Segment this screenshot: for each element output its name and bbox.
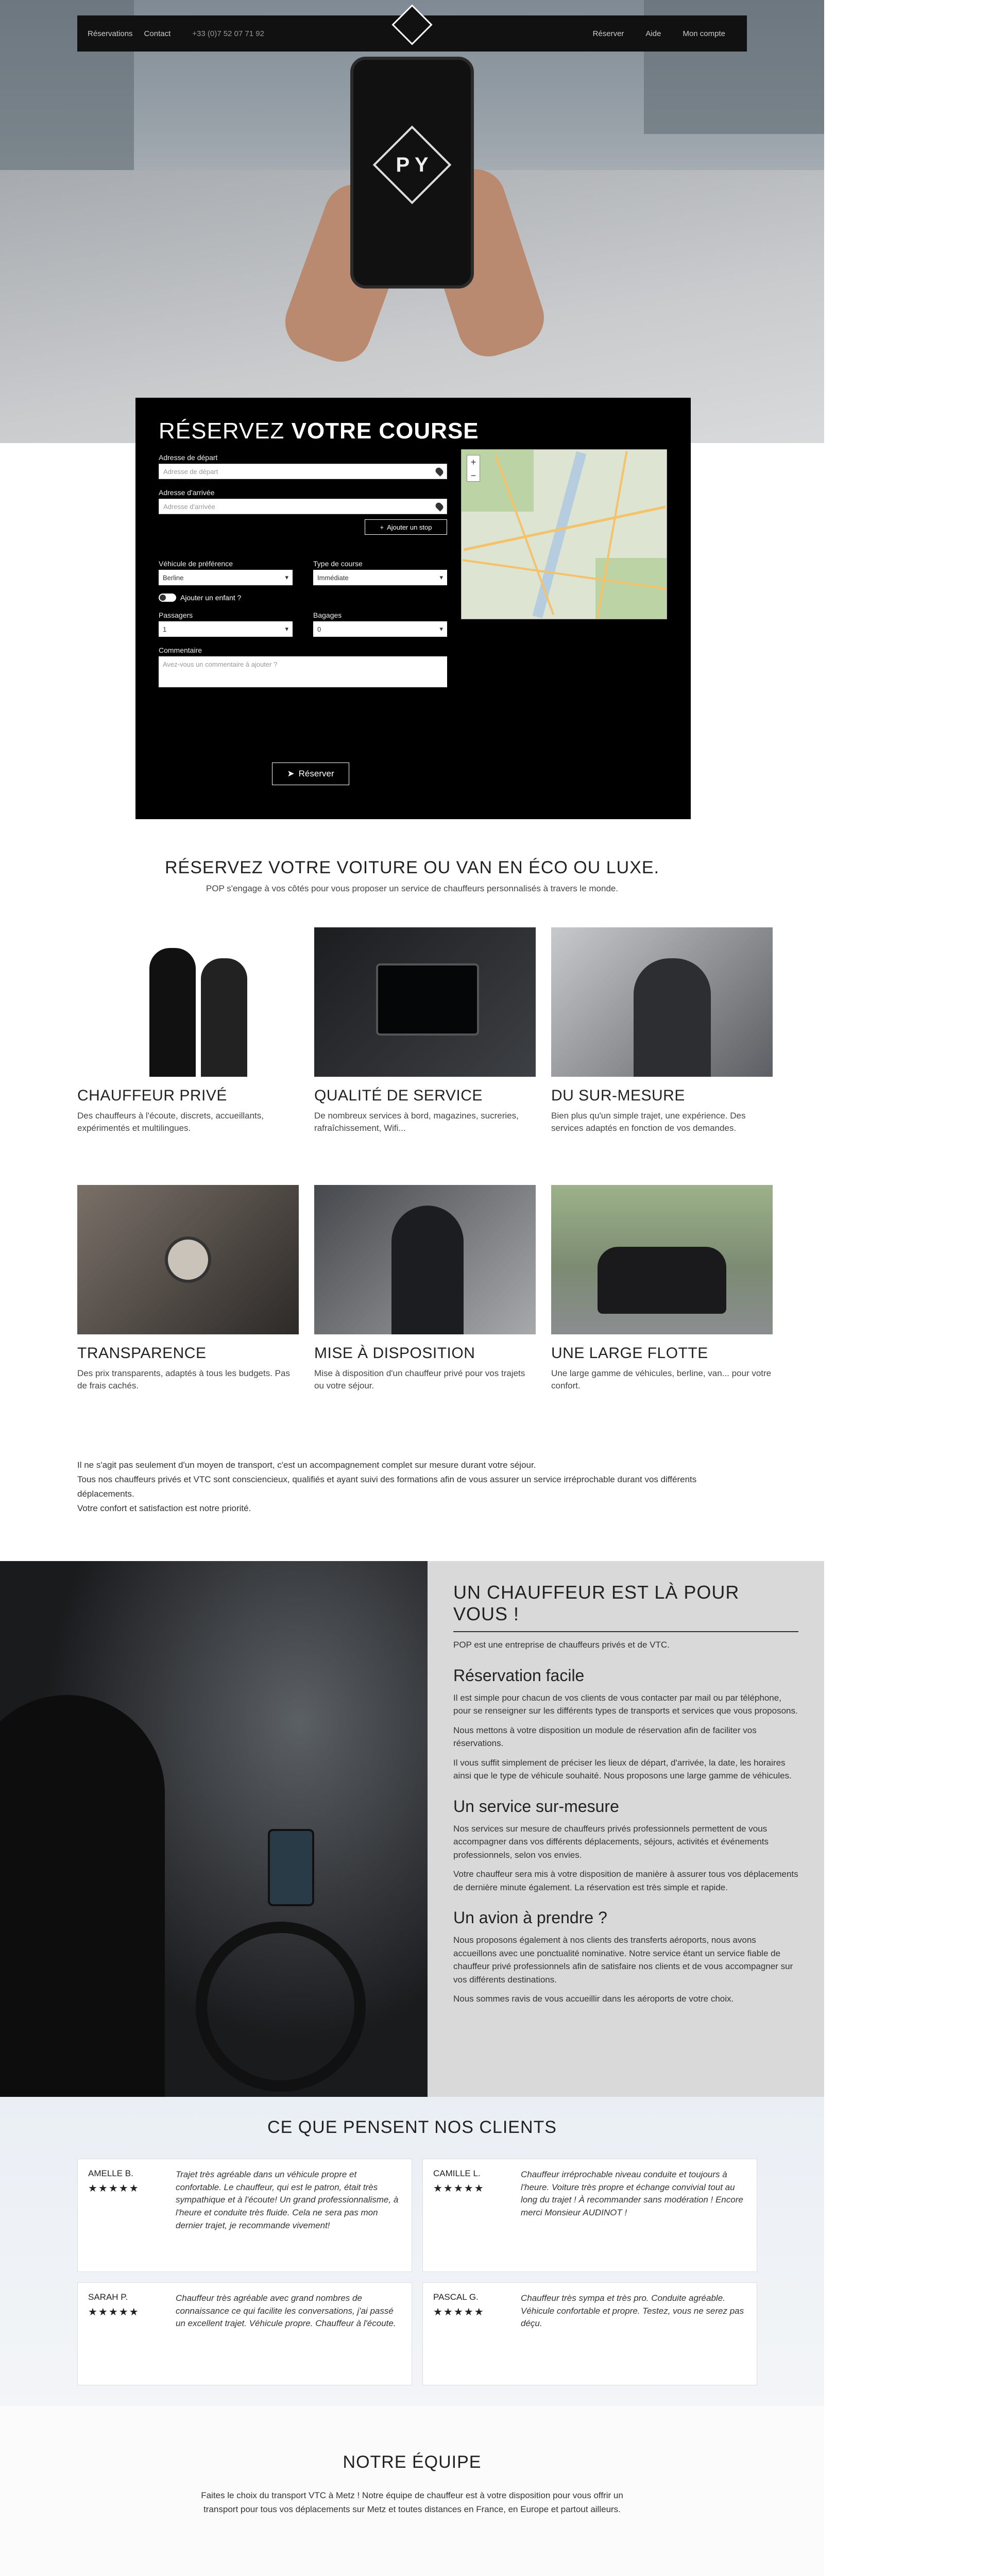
intro-paragraph: Tous nos chauffeurs privés et VTC sont consciencieux, qualifiés et ayant suivi des formations afin de vous assurer un service irréprochable durant vos différents déplacements. — [77, 1475, 697, 1499]
booking-fields — [159, 453, 447, 687]
feature-image — [77, 927, 299, 1077]
feature-text: De nombreux services à bord, magazines, sucreries, rafraîchissement, Wifi... — [314, 1111, 519, 1133]
feature-text: Des prix transparents, adaptés à tous les budgets. Pas de frais cachés. — [77, 1368, 290, 1391]
feature-title: QUALITÉ DE SERVICE — [314, 1087, 483, 1104]
nav-link-book[interactable]: Réserver — [592, 29, 624, 38]
booking-title: RÉSERVEZ VOTRE COURSE — [159, 418, 479, 444]
feature-image — [551, 927, 773, 1077]
hero-phone — [350, 57, 474, 289]
chauffeur-text — [428, 1561, 824, 2097]
chauffeur-section — [0, 1561, 824, 2097]
feature-image — [551, 1185, 773, 1334]
chevron-down-icon: ▾ — [285, 573, 288, 581]
feature-text: Mise à disposition d'un chauffeur privé pour vos trajets ou votre séjour. — [314, 1368, 525, 1391]
intro-paragraph: Il ne s'agit pas seulement d'un moyen de transport, c'est un accompagnement complet sur mesure durant votre séjour. — [77, 1460, 536, 1470]
team-text: Faites le choix du transport VTC à Metz ! Notre équipe de chauffeur est à votre disposition pour vous offrir un transport pour tous vos déplacements sur Metz et toutes distances en France, en Europe et partout ailleurs. — [201, 2490, 623, 2515]
location-pin-icon — [434, 501, 445, 512]
nav-link-contact[interactable]: Contact — [144, 29, 171, 38]
testimonial-author: AMELLE B. — [88, 2168, 133, 2178]
star-rating: ★★★★★ — [88, 2307, 140, 2318]
feature-title: MISE À DISPOSITION — [314, 1345, 475, 1362]
vehicle-label: Véhicule de préférence — [159, 560, 233, 568]
send-icon: ➤ — [287, 769, 295, 778]
avion-heading: Un avion à prendre ? — [453, 1908, 607, 1927]
submit-booking-button[interactable]: ➤ Réserver — [272, 762, 349, 785]
feature-title: TRANSPARENCE — [77, 1345, 207, 1362]
feature-image — [77, 1185, 299, 1334]
intro-subtitle: POP s'engage à vos côtés pour vous proposer un service de chauffeurs personnalisés à travers le monde. — [206, 884, 619, 893]
depart-label: Adresse de départ — [159, 453, 218, 462]
arrivee-label: Adresse d'arrivée — [159, 488, 215, 497]
comments-textarea[interactable]: Avez-vous un commentaire à ajouter ? — [159, 656, 447, 687]
route-map[interactable] — [461, 449, 667, 619]
plus-icon: + — [380, 523, 384, 531]
chevron-down-icon: ▾ — [285, 625, 288, 633]
testimonial-card — [77, 2282, 412, 2385]
nav-right — [593, 29, 737, 38]
testimonial-text: Chauffeur très agréable avec grand nombres de connaissance ce qui facilite les conversations, j'ai passé un excellent trajet. Véhicule propre. Chauffeur à l'écoute. — [176, 2293, 396, 2329]
bags-select[interactable]: 0 ▾ — [313, 621, 447, 637]
testimonials-title: CE QUE PENSENT NOS CLIENTS — [267, 2117, 557, 2137]
feature-image — [314, 1185, 536, 1334]
chauffeur-photo — [0, 1561, 428, 2097]
feature-card — [77, 1185, 299, 1392]
comments-label: Commentaire — [159, 646, 202, 654]
bags-label: Bagages — [313, 611, 342, 619]
team-title: NOTRE ÉQUIPE — [343, 2452, 482, 2472]
feature-card — [314, 1185, 536, 1392]
feature-title: DU SUR-MESURE — [551, 1087, 685, 1104]
testimonial-text: Chauffeur irréprochable niveau conduite et toujours à l'heure. Voiture très propre et échange convivial tout au long du trajet ! À recommander sans modération ! Encore merci Monsieur AUDINOT ! — [521, 2170, 743, 2217]
toggle-switch[interactable] — [159, 594, 176, 602]
feature-image — [314, 927, 536, 1077]
feature-card — [551, 927, 773, 1134]
intro-paragraphs — [77, 1458, 747, 1516]
testimonial-card — [422, 2282, 757, 2385]
zoom-in-icon[interactable]: + — [470, 457, 476, 467]
passengers-row — [159, 602, 447, 637]
chauffeur-paragraph: Nous proposons également à nos clients des transferts aéroports, nous avons accueillons avec une ponctualité nominative. Notre service étant un service fiable de chauffeur privé professionnels afin de satisfaire nos clients et de vous accompagner sur vos différents destinations. — [453, 1935, 793, 1985]
star-rating: ★★★★★ — [433, 2307, 485, 2318]
intro-title: RÉSERVEZ VOTRE VOITURE OU VAN EN ÉCO OU LUXE. — [164, 858, 660, 877]
testimonials-section — [0, 2097, 824, 2406]
feature-title: UNE LARGE FLOTTE — [551, 1345, 708, 1362]
add-stop-button[interactable]: + Ajouter un stop — [365, 519, 447, 535]
feature-title: CHAUFFEUR PRIVÉ — [77, 1087, 227, 1104]
chauffeur-paragraph: Nous sommes ravis de vous accueillir dans les aéroports de votre choix. — [453, 1994, 734, 2004]
feature-text: Une large gamme de véhicules, berline, van... pour votre confort. — [551, 1368, 772, 1391]
feature-card — [77, 927, 299, 1134]
reservation-heading: Réservation facile — [453, 1666, 585, 1685]
phone-logo: P Y — [373, 126, 452, 205]
passengers-label: Passagers — [159, 611, 193, 619]
intro-paragraph: Votre confort et satisfaction est notre priorité. — [77, 1503, 251, 1514]
testimonial-author: PASCAL G. — [433, 2292, 479, 2302]
page-margin — [824, 0, 989, 2576]
chauffeur-title: UN CHAUFFEUR EST LÀ POUR VOUS ! — [453, 1582, 798, 1632]
feature-card — [314, 927, 536, 1134]
testimonial-card — [422, 2159, 757, 2272]
chauffeur-lead: POP est une entreprise de chauffeurs privés et de VTC. — [453, 1640, 670, 1650]
depart-input[interactable]: Adresse de départ — [159, 464, 447, 479]
testimonial-text: Trajet très agréable dans un véhicule propre et confortable. Le chauffeur, qui est le patron, était très sympathique et à l'écoute! Un grand professionnalisme, à l'heure et conduite très fluide. Cela ne sera pas mon dernier trajet, je recommande vivement! — [176, 2170, 399, 2230]
booking-form — [135, 398, 691, 819]
chevron-down-icon: ▾ — [439, 573, 443, 581]
star-rating: ★★★★★ — [88, 2183, 140, 2194]
chevron-down-icon: ▾ — [439, 625, 443, 633]
nav-link-account[interactable]: Mon compte — [683, 29, 725, 38]
feature-card — [551, 1185, 773, 1392]
hero-banner — [0, 0, 824, 443]
chauffeur-paragraph: Votre chauffeur sera mis à votre disposition de manière à assurer tous vos déplacements de dernière minute également. La réservation est très simple et rapide. — [453, 1869, 798, 1892]
testimonial-text: Chauffeur très sympa et très pro. Conduite agréable. Véhicule confortable et propre. Testez, vous ne serez pas déçu. — [521, 2293, 744, 2329]
service-heading: Un service sur-mesure — [453, 1797, 619, 1816]
feature-text: Des chauffeurs à l'écoute, discrets, accueillants, expérimentés et multilingues. — [77, 1111, 264, 1133]
chauffeur-paragraph: Nos services sur mesure de chauffeurs privés professionnels permettent de vous accompagner dans vos différents déplacements, séjours, activités et événements professionnels, selon vos envies. — [453, 1823, 769, 1860]
nav-link-reservations[interactable]: Réservations — [88, 29, 133, 38]
star-rating: ★★★★★ — [433, 2183, 485, 2194]
vehicle-row — [159, 550, 447, 585]
map-zoom-control[interactable] — [467, 455, 480, 482]
map-river — [533, 451, 587, 618]
child-seat-toggle[interactable]: Ajouter un enfant ? — [159, 594, 447, 602]
nav-phone[interactable]: +33 (0)7 52 07 71 92 — [192, 29, 264, 38]
vehicle-select[interactable]: Berline ▾ — [159, 570, 293, 585]
passengers-select[interactable]: 1 ▾ — [159, 621, 293, 637]
arrivee-input[interactable]: Adresse d'arrivée — [159, 499, 447, 514]
course-label: Type de course — [313, 560, 363, 568]
course-select[interactable]: Immédiate ▾ — [313, 570, 447, 585]
zoom-out-icon[interactable]: − — [470, 470, 476, 481]
chauffeur-paragraph: Nous mettons à votre disposition un module de réservation afin de faciliter vos réservations. — [453, 1725, 757, 1748]
testimonial-card — [77, 2159, 412, 2272]
team-section — [0, 2406, 824, 2576]
testimonial-author: SARAH P. — [88, 2292, 128, 2302]
feature-text: Bien plus qu'un simple trajet, une expérience. Des services adaptés en fonction de vos demandes. — [551, 1111, 746, 1133]
location-pin-icon — [434, 466, 445, 477]
testimonial-author: CAMILLE L. — [433, 2168, 481, 2178]
chauffeur-paragraph: Il est simple pour chacun de vos clients de vous contacter par mail ou par téléphone, pour se renseigner sur les différents types de transports et services que vous proposons. — [453, 1692, 798, 1716]
nav-link-help[interactable]: Aide — [645, 29, 661, 38]
chauffeur-paragraph: Il vous suffit simplement de préciser les lieux de départ, d'arrivée, la date, les horaires ainsi que le type de véhicule souhaité. Nous proposons une large gamme de véhicules. — [453, 1757, 792, 1781]
